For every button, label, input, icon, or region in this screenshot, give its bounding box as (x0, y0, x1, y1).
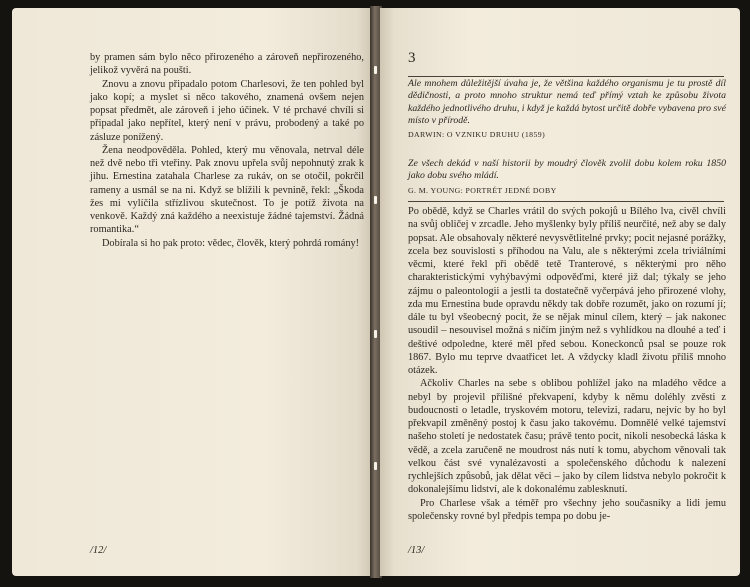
epigraph (408, 78, 726, 139)
paragraph: by pramen sám bylo něco přirozeného a zároveň nepřirozeného, jelikož vyvěrá na poušti. (90, 52, 364, 77)
divider (408, 201, 724, 202)
chapter-number: 3 (408, 50, 416, 66)
paragraph: Dobírala si ho pak proto: vědec, člověk, který pohrdá romány! (102, 237, 360, 249)
epigraph-source: DARWIN: O VZNIKU DRUHU (1859) (408, 130, 546, 140)
paragraph: Znovu a znovu připadalo potom Charlesovi, že ten pohled byl jako kopí; a myslet si něco takového, znamená ovšem nejen popsat předmět, ale zároveň i jeho účinek. V té prchavé chvíli si připadal jako nepřítel, který není v právu, probodený a také po zásluze ponížený. (90, 78, 364, 143)
binding-stitch (374, 66, 377, 74)
right-page-text (408, 205, 726, 523)
epigraph (408, 158, 726, 195)
paragraph: Po obědě, když se Charles vrátil do svých pokojů u Bílého lva, civěl chvíli na svůj obličej v zrcadle. Jeho myšlenky byly příliš neurčité, než aby se daly popsat. Ale obsahovaly některé nevysvětlitelné prvky; pocit nejasné porážky, zcela bez souvislosti s příhodou na Valu, ale s některými zcela triviálními věcmi, které řekl při obědě tetě Tranterové, s některými pro něho charakteristickými vyhýbavými odpověďmi, které již dal; týkaly se jeho zájmu o paleontologii a jestli ta dostatečně vyčerpává jeho přirozené vlohy, zda mu Ernestina bude opravdu někdy tak dobře rozumět, jako on rozumí jí; dále tu byl všeobecný pocit, že se nějak minul cílem, který – jak nakonec usoudil – nesouvisel možná s ničím jiným než s vyhlídkou na dlouhé a teď i deštivé odpoledne, které měl před sebou. Koneckonců psal se pouze rok 1867. Bylo mu teprve dvaatřicet let. A vždycky kladl životu příliš mnoho otázek. (408, 206, 726, 376)
page-number-left: /12/ (90, 545, 107, 556)
epigraph-quote: Ze všech dekád v naší historii by moudrý člověk zvolil dobu kolem roku 1850 jako dobu svého mládí. (408, 158, 726, 182)
paragraph: Žena neodpověděla. Pohled, který mu věnovala, netrval déle než dvě nebo tři vteřiny. Pak znovu upřela svůj nepohnutý zrak k jihu. Ernestina zatahala Charlese za rukáv, on se otočil, pokrčil rameny a usmál se na ni. Když se blížili k pevnině, řekl: „Škoda žes mi vylíčila střízlivou skutečnost. To je potíž života na venkově. Každý zná každého a neexistuje žádné tajemství. Žádná romantika.“ (90, 144, 364, 236)
left-page-text (90, 51, 364, 250)
binding-stitch (374, 330, 377, 338)
page-number-right: /13/ (408, 545, 425, 556)
epigraph-source: G. M. YOUNG: PORTRÉT JEDNÉ DOBY (408, 185, 557, 195)
binding-stitch (374, 196, 377, 204)
right-page (380, 8, 740, 576)
paragraph: Pro Charlese však a téměř pro všechny jeho současníky a lidi jemu společensky rovné byl předpis tempa po dobu je- (408, 497, 726, 522)
divider (408, 76, 724, 77)
epigraph-quote: Ale mnohem důležitější úvaha je, že většina každého organismu je tu prostě díl dědičnosti, a proto mnoho struktur nemá teď přímý vztah ke způsobu života každého jednotlivého druhu, i když je každá bytost určitě dobře vybavena pro své místo v přírodě. (408, 78, 726, 126)
left-page (12, 8, 372, 576)
binding-stitch (374, 462, 377, 470)
paragraph: Ačkoliv Charles na sebe s oblibou pohlížel jako na mladého vědce a nebyl by projevil přílišné překvapení, kdyby k němu doléhly zvěsti z budoucnosti o letadle, tryskovém motoru, televizi, radaru, nejvíc by ho byl překvapil změněný postoj k času jako takovému. Domnělé velké tajemství našeho století je nedostatek času; právě tento pocit, nikoli nesobecká láska k vědě, a zcela zaručeně ne moudrost nás nutí k tomu, abychom věnovali tak velkou část své vynalézavosti a společenského důchodu k nalezení rychlejších způsobů, jak dělat věci – jako by cílem lidstva nebylo pokročit k dokonalejšímu lidství, ale k dokonalému zablesknutí. (408, 378, 726, 496)
